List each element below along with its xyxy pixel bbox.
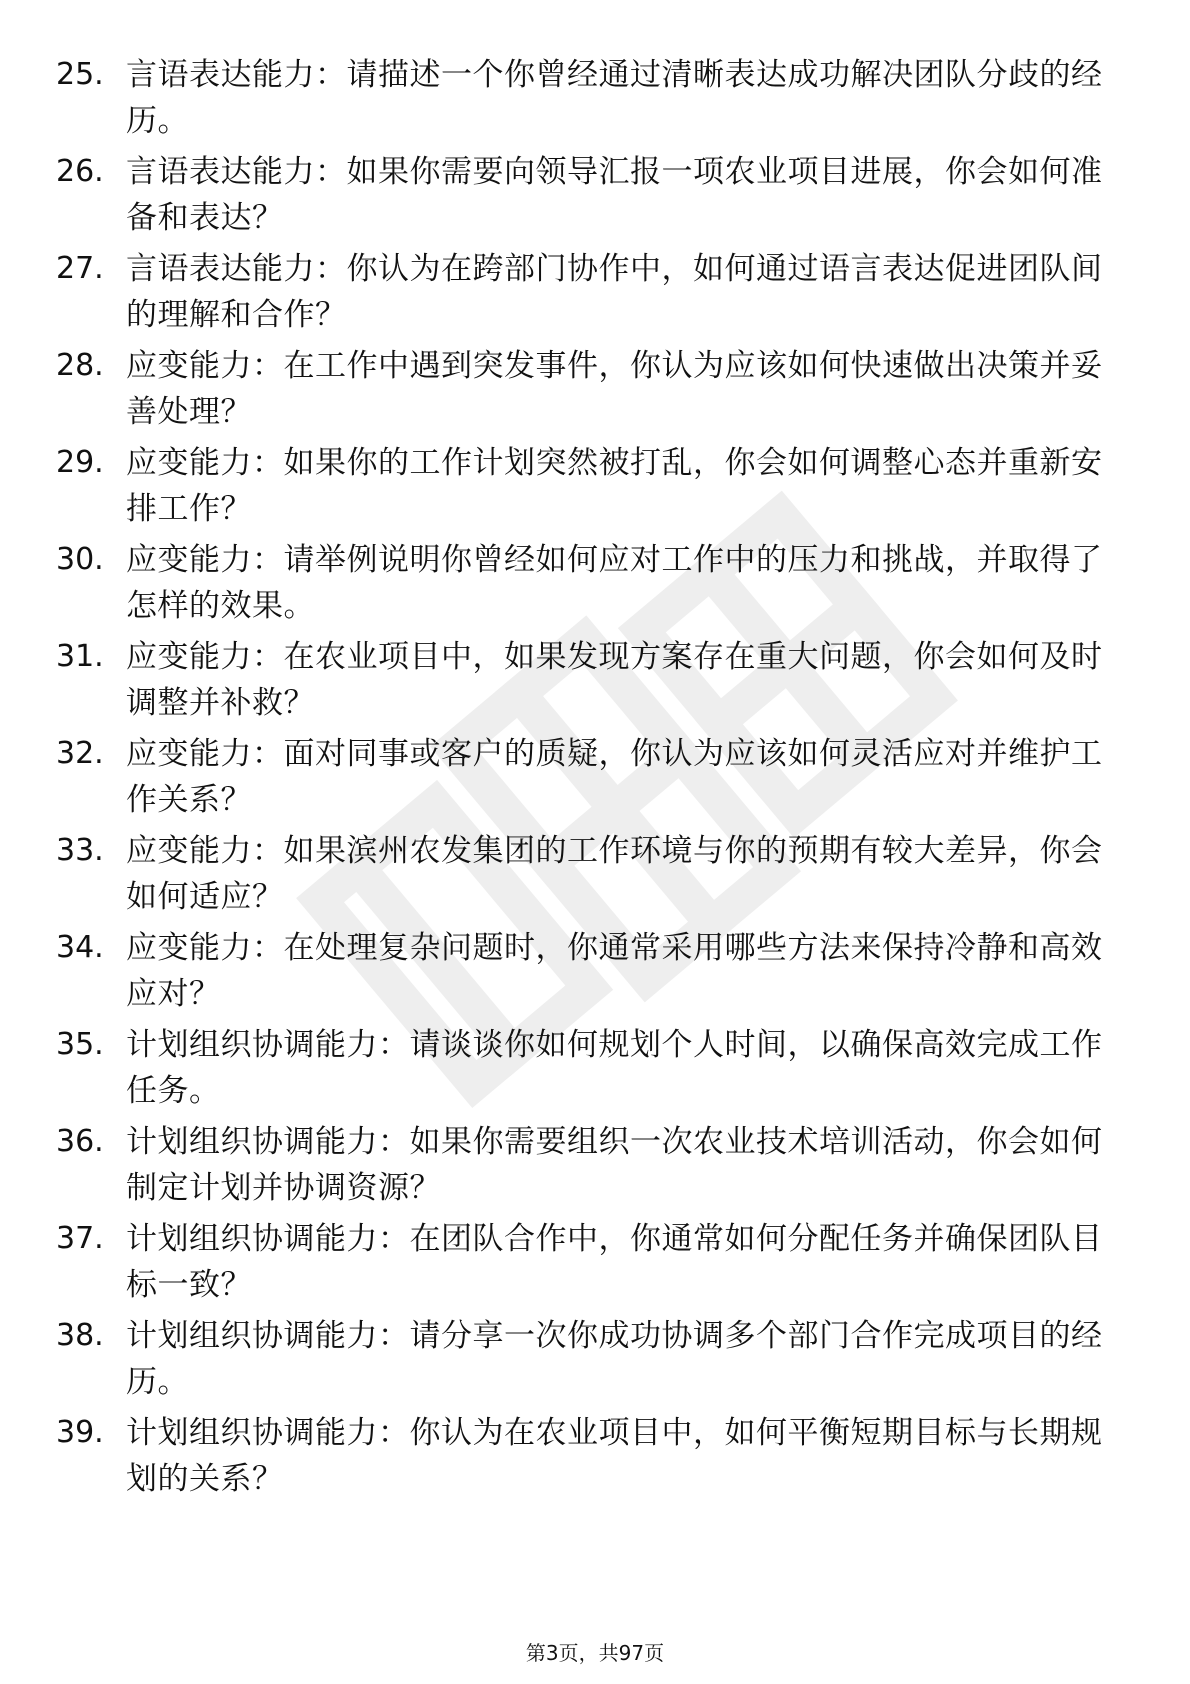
question-list	[56, 52, 1106, 1507]
question-number: 35.	[56, 1027, 104, 1062]
question-item	[56, 52, 1106, 149]
question-item	[56, 828, 1106, 925]
question-text: 计划组织协调能力：你认为在农业项目中，如何平衡短期目标与长期规划的关系？	[126, 1415, 1103, 1497]
question-number: 39.	[56, 1415, 104, 1450]
question-number: 32.	[56, 736, 104, 771]
question-item	[56, 537, 1106, 634]
question-item	[56, 925, 1106, 1022]
question-number: 27.	[56, 251, 104, 286]
question-item	[56, 246, 1106, 343]
question-number: 28.	[56, 348, 104, 383]
question-number: 37.	[56, 1221, 104, 1256]
question-item	[56, 1119, 1106, 1216]
question-item	[56, 1410, 1106, 1507]
question-text: 言语表达能力：你认为在跨部门协作中，如何通过语言表达促进团队间的理解和合作？	[126, 251, 1103, 333]
question-number: 30.	[56, 542, 104, 577]
question-number: 29.	[56, 445, 104, 480]
question-text: 言语表达能力：如果你需要向领导汇报一项农业项目进展，你会如何准备和表达？	[126, 154, 1103, 236]
question-number: 34.	[56, 930, 104, 965]
question-text: 应变能力：如果你的工作计划突然被打乱，你会如何调整心态并重新安排工作？	[126, 445, 1103, 527]
question-text: 计划组织协调能力：在团队合作中，你通常如何分配任务并确保团队目标一致？	[126, 1221, 1103, 1303]
question-item	[56, 731, 1106, 828]
question-text: 应变能力：在工作中遇到突发事件，你认为应该如何快速做出决策并妥善处理？	[126, 348, 1103, 430]
question-text: 言语表达能力：请描述一个你曾经通过清晰表达成功解决团队分歧的经历。	[126, 57, 1103, 139]
question-text: 应变能力：在处理复杂问题时，你通常采用哪些方法来保持冷静和高效应对？	[126, 930, 1103, 1012]
question-item	[56, 1313, 1106, 1410]
question-item	[56, 1216, 1106, 1313]
question-number: 25.	[56, 57, 104, 92]
question-number: 36.	[56, 1124, 104, 1159]
question-item	[56, 1022, 1106, 1119]
page-footer: 第3页，共97页	[525, 1641, 665, 1665]
question-number: 33.	[56, 833, 104, 868]
question-item	[56, 149, 1106, 246]
question-text: 应变能力：面对同事或客户的质疑，你认为应该如何灵活应对并维护工作关系？	[126, 736, 1103, 818]
question-text: 应变能力：在农业项目中，如果发现方案存在重大问题，你会如何及时调整并补救？	[126, 639, 1103, 721]
question-number: 31.	[56, 639, 104, 674]
question-item	[56, 634, 1106, 731]
question-number: 38.	[56, 1318, 104, 1353]
question-number: 26.	[56, 154, 104, 189]
question-item	[56, 343, 1106, 440]
question-text: 计划组织协调能力：如果你需要组织一次农业技术培训活动，你会如何制定计划并协调资源？	[126, 1124, 1103, 1206]
question-item	[56, 440, 1106, 537]
question-text: 应变能力：请举例说明你曾经如何应对工作中的压力和挑战，并取得了怎样的效果。	[126, 542, 1103, 624]
question-text: 计划组织协调能力：请分享一次你成功协调多个部门合作完成项目的经历。	[126, 1318, 1103, 1400]
question-text: 应变能力：如果滨州农发集团的工作环境与你的预期有较大差异，你会如何适应？	[126, 833, 1103, 915]
question-text: 计划组织协调能力：请谈谈你如何规划个人时间，以确保高效完成工作任务。	[126, 1027, 1103, 1109]
